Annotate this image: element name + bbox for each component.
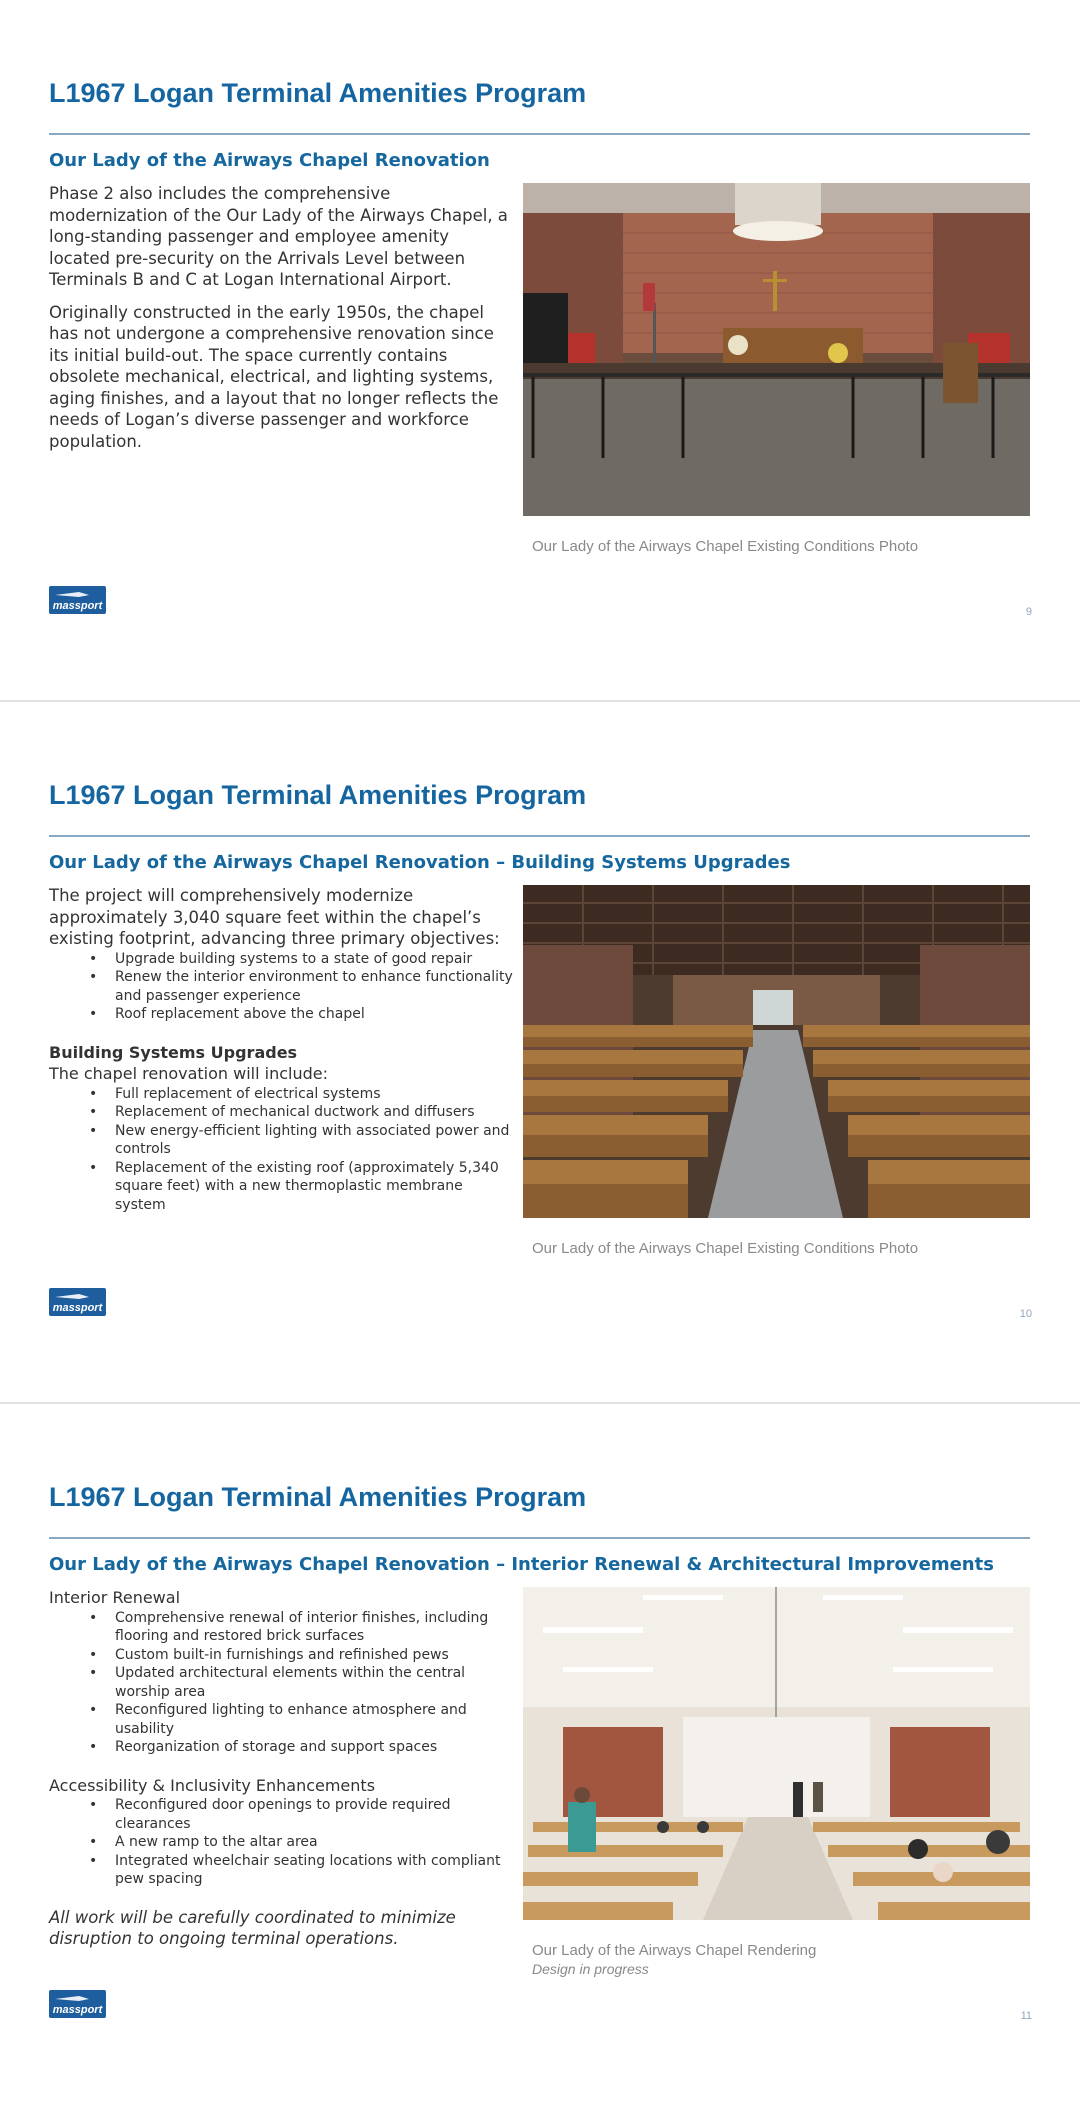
chapel-existing-photo — [523, 183, 1030, 516]
slide-subtitle: Our Lady of the Airways Chapel Renovation – Building Systems Upgrades — [49, 852, 791, 873]
massport-logo — [49, 1288, 106, 1316]
list-item: • Custom built-in furnishings and refinished pews — [115, 1646, 514, 1665]
list-item: • Full replacement of electrical systems — [115, 1085, 514, 1104]
title-divider — [49, 133, 1030, 135]
photo-caption: Our Lady of the Airways Chapel Existing Conditions Photo — [532, 538, 919, 555]
caption-subtext: Design in progress — [532, 1961, 649, 1977]
photo-caption: Our Lady of the Airways Chapel Existing Conditions Photo — [532, 1240, 919, 1257]
chapel-pews-photo — [523, 885, 1030, 1218]
intro-text: The project will comprehensively modernize approximately 3,040 square feet within the chapel’s existing footprint, advancing three primary objectives: — [49, 886, 500, 948]
body-text — [49, 183, 514, 452]
list-item: • New energy-efficient lighting with associated power and controls — [115, 1122, 514, 1159]
slide-10 — [0, 702, 1080, 1402]
page-number: 10 — [1019, 1308, 1032, 1320]
closing-note: All work will be carefully coordinated to minimize disruption to ongoing terminal operations. — [49, 1907, 456, 1948]
access-heading: Accessibility & Inclusivity Enhancements — [49, 1775, 376, 1795]
list-item: • Updated architectural elements within the central worship area — [115, 1664, 514, 1701]
list-item: • Replacement of mechanical ductwork and diffusers — [115, 1103, 514, 1122]
list-item: • Reconfigured door openings to provide required clearances — [115, 1796, 514, 1833]
page-number: 11 — [1020, 2010, 1032, 2022]
interior-list — [49, 1609, 514, 1757]
massport-logo — [49, 1990, 106, 2018]
objectives-list — [49, 950, 514, 1024]
caption-main: Our Lady of the Airways Chapel Rendering — [532, 1942, 817, 1959]
list-item: • A new ramp to the altar area — [115, 1833, 514, 1852]
interior-heading: Interior Renewal — [49, 1588, 181, 1607]
massport-logo — [49, 586, 106, 614]
chapel-rendering — [523, 1587, 1030, 1920]
slide-title: L1967 Logan Terminal Amenities Program — [49, 780, 587, 810]
svg-text:massport: massport — [52, 600, 103, 612]
title-divider — [49, 1537, 1030, 1539]
body-text — [49, 885, 514, 1214]
section-intro: The chapel renovation will include: — [49, 1064, 328, 1083]
svg-text:massport: massport — [52, 2004, 103, 2016]
upgrades-list — [49, 1085, 514, 1215]
list-item: • Roof replacement above the chapel — [115, 1005, 514, 1024]
slide-subtitle: Our Lady of the Airways Chapel Renovation – Interior Renewal & Architectural Improvements — [49, 1554, 994, 1575]
access-list — [49, 1796, 514, 1889]
list-item: • Renew the interior environment to enhance functionality and passenger experience — [115, 968, 514, 1005]
slide-9 — [0, 0, 1080, 700]
list-item: • Integrated wheelchair seating locations with compliant pew spacing — [115, 1852, 514, 1889]
title-divider — [49, 835, 1030, 837]
paragraph-2: Originally constructed in the early 1950s, the chapel has not undergone a comprehensive renovation since its initial build-out. The space currently contains obsolete mechanical, electrical, and lighting systems, aging finishes, and a layout that no longer reflects the needs of Logan’s diverse passenger and workforce population. — [49, 302, 499, 451]
body-text — [49, 1587, 514, 1949]
section-heading: Building Systems Upgrades — [49, 1042, 298, 1062]
list-item: • Comprehensive renewal of interior finishes, including flooring and restored brick surfaces — [115, 1609, 514, 1646]
list-item: • Reorganization of storage and support spaces — [115, 1738, 514, 1757]
list-item: • Reconfigured lighting to enhance atmosphere and usability — [115, 1701, 514, 1738]
svg-text:massport: massport — [52, 1302, 103, 1314]
slide-title: L1967 Logan Terminal Amenities Program — [49, 1482, 587, 1512]
list-item: • Upgrade building systems to a state of good repair — [115, 950, 514, 969]
slide-subtitle: Our Lady of the Airways Chapel Renovation — [49, 150, 490, 171]
list-item: • Replacement of the existing roof (approximately 5,340 square feet) with a new thermoplastic membrane system — [115, 1159, 514, 1215]
slide-11 — [0, 1404, 1080, 2104]
photo-caption — [532, 1942, 816, 1977]
slide-title: L1967 Logan Terminal Amenities Program — [49, 78, 587, 108]
paragraph-1: Phase 2 also includes the comprehensive modernization of the Our Lady of the Airways Chapel, a long-standing passenger and employee amenity located pre-security on the Arrivals Level between Terminals B and C at Logan International Airport. — [49, 184, 508, 289]
page-number: 9 — [1025, 606, 1032, 618]
